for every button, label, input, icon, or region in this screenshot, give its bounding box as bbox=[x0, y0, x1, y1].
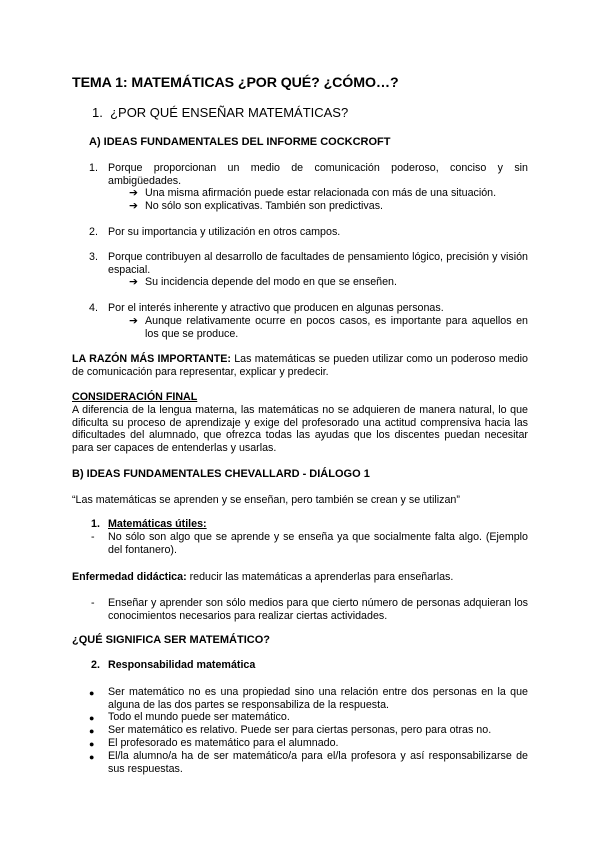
reason-1-text: Porque proporcionan un medio de comunicación poderoso, conciso y sin ambigüedades. bbox=[108, 162, 528, 187]
reason-2-number: 2. bbox=[89, 226, 98, 238]
section-1-number: 1. bbox=[92, 105, 103, 120]
section-1-heading bbox=[92, 105, 522, 120]
responsabilidad-label: Responsabilidad matemática bbox=[108, 659, 256, 671]
reason-3-sub-1: Su incidencia depende del modo en que se enseñen. bbox=[145, 276, 397, 288]
reason-3-number: 3. bbox=[89, 251, 98, 263]
enfermedad-label: Enfermedad didáctica: bbox=[72, 571, 187, 583]
utiles-block bbox=[72, 518, 528, 560]
bullet-list bbox=[72, 686, 528, 776]
subsection-b-heading: B) IDEAS FUNDAMENTALES CHEVALLARD - DIÁLOGO 1 bbox=[72, 468, 370, 480]
ensenar-text: Enseñar y aprender son sólo medios para que cierto número de personas adquieran los conocimientos necesarios para realizar ciertas actividades. bbox=[108, 597, 528, 622]
bullet-icon: ● bbox=[89, 752, 95, 762]
bullet-2-text: Todo el mundo puede ser matemático. bbox=[108, 711, 290, 723]
arrow-icon: ➔ bbox=[129, 200, 138, 212]
document-title: TEMA 1: MATEMÁTICAS ¿POR QUÉ? ¿CÓMO…? bbox=[72, 75, 399, 91]
reason-2 bbox=[72, 226, 528, 240]
utiles-heading: Matemáticas útiles: bbox=[108, 518, 207, 530]
bullet-icon: ● bbox=[89, 739, 95, 749]
dash-marker: - bbox=[91, 597, 95, 609]
reason-2-text: Por su importancia y utilización en otros campos. bbox=[108, 226, 341, 238]
reason-1-number: 1. bbox=[89, 162, 98, 174]
quote-text: “Las matemáticas se aprenden y se enseñan, pero también se crean y se utilizan” bbox=[72, 494, 460, 506]
reason-4 bbox=[72, 302, 528, 342]
razon-text: Las matemáticas se pueden utilizar como un poderoso medio de comunicación para representar, explicar y predecir. bbox=[72, 353, 528, 378]
arrow-icon: ➔ bbox=[129, 315, 138, 327]
bullet-icon: ● bbox=[89, 726, 95, 736]
bullet-5-text: El/la alumno/a ha de ser matemático/a para el/la profesora y así responsabilizarse de sus respuestas. bbox=[108, 750, 528, 775]
razon-paragraph bbox=[72, 353, 528, 378]
subsection-a-heading: A) IDEAS FUNDAMENTALES DEL INFORME COCKCROFT bbox=[89, 136, 391, 148]
bullet-1-text: Ser matemático no es una propiedad sino una relación entre dos personas en la que alguna de las dos partes se responsabiliza de la respuesta. bbox=[108, 686, 528, 711]
reason-4-number: 4. bbox=[89, 302, 98, 314]
utiles-text: No sólo son algo que se aprende y se enseña ya que socialmente falta algo. (Ejemplo del fontanero). bbox=[108, 531, 528, 556]
consideracion-text: A diferencia de la lengua materna, las matemáticas no se adquieren de manera natural, lo que dificulta su proceso de aprendizaje y exige del profesorado una actitud comprensiva hacia las dificultades del alumnado, que ofrezca todas las ayudas que los discentes puedan necesitar para ser capaces de entenderlas y usarlas. bbox=[72, 404, 528, 454]
reason-4-text: Por el interés inherente y atractivo que producen en algunas personas. bbox=[108, 302, 444, 314]
enfermedad-paragraph bbox=[72, 571, 528, 584]
section-1-label: ¿POR QUÉ ENSEÑAR MATEMÁTICAS? bbox=[110, 105, 349, 120]
bullet-4-text: El profesorado es matemático para el alumnado. bbox=[108, 737, 339, 749]
ensenar-block bbox=[72, 597, 528, 625]
reason-1-sub-1: Una misma afirmación puede estar relacionada con más de una situación. bbox=[145, 187, 497, 199]
reason-3-text: Porque contribuyen al desarrollo de facultades de pensamiento lógico, precisión y visión espacial. bbox=[108, 251, 528, 276]
arrow-icon: ➔ bbox=[129, 276, 138, 288]
reason-4-sub-1: Aunque relativamente ocurre en pocos casos, es importante para aquellos en los que se produce. bbox=[145, 315, 528, 340]
utiles-number: 1. bbox=[91, 518, 100, 530]
bullet-3-text: Ser matemático es relativo. Puede ser para ciertas personas, pero para otras no. bbox=[108, 724, 492, 736]
razon-label: LA RAZÓN MÁS IMPORTANTE: bbox=[72, 353, 231, 365]
responsabilidad-number: 2. bbox=[91, 659, 100, 671]
bullet-icon: ● bbox=[89, 688, 95, 698]
arrow-icon: ➔ bbox=[129, 187, 138, 199]
dash-marker: - bbox=[91, 531, 95, 543]
reason-1-sub-2: No sólo son explicativas. También son predictivas. bbox=[145, 200, 384, 212]
reason-1 bbox=[72, 162, 528, 214]
significa-heading: ¿QUÉ SIGNIFICA SER MATEMÁTICO? bbox=[72, 634, 270, 646]
consideracion-heading: CONSIDERACIÓN FINAL bbox=[72, 391, 198, 403]
bullet-icon: ● bbox=[89, 713, 95, 723]
enfermedad-text: reducir las matemáticas a aprenderlas para enseñarlas. bbox=[186, 571, 454, 583]
reason-3 bbox=[72, 251, 528, 291]
